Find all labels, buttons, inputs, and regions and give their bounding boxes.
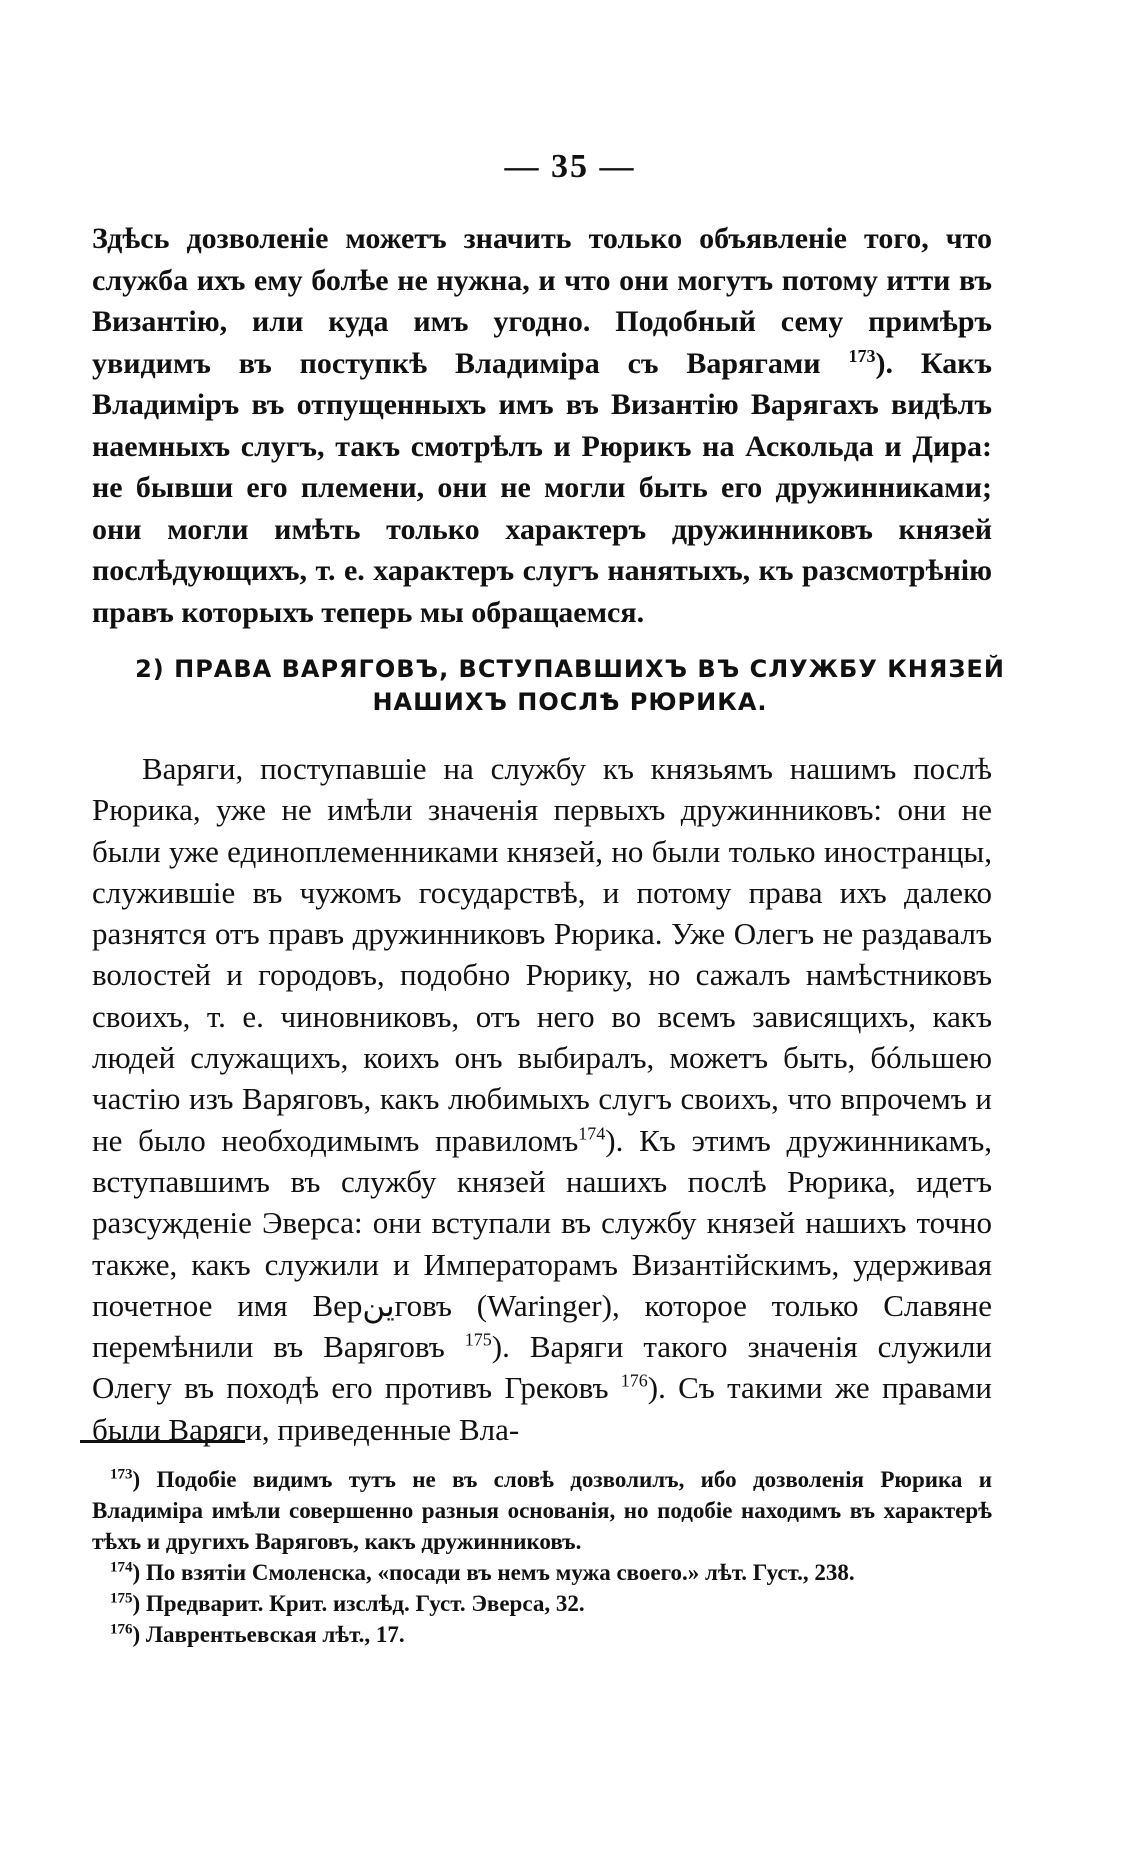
footnote-ref-173: 173 xyxy=(848,345,876,366)
footnote-number: 174 xyxy=(110,1559,133,1576)
page-number: — 35 — xyxy=(504,148,636,185)
footnote-175 xyxy=(92,1588,992,1619)
section-heading-line2: НАШИХЪ ПОСЛѢ РЮРИКА. xyxy=(372,688,768,716)
footnote-ref-176: 176 xyxy=(620,1371,648,1392)
footnotes xyxy=(92,1464,992,1650)
footnote-ref-175: 175 xyxy=(464,1329,492,1350)
footnote-ref-174: 174 xyxy=(578,1123,606,1144)
footnote-number: 176 xyxy=(110,1621,133,1638)
footnote-text: ) Лаврентьевская лѣт., 17. xyxy=(132,1622,405,1647)
footnote-divider xyxy=(80,1440,245,1443)
footnote-text: ) Предварит. Крит. изслѣд. Густ. Эверса, 32. xyxy=(132,1591,585,1616)
paragraph-main-part1: Варяги, поступавшіе на службу къ князьямъ нашимъ послѣ Рюрика, уже не имѣли значенія первыхъ дружинниковъ: они не были уже единоплеменниками князей, но были только иностранцы, служившіе въ чужомъ государствѣ, и потому права ихъ далеко разнятся отъ правъ дружинниковъ Рюрика. Уже Олегъ не раздавалъ волостей и городовъ, подобно Рюрику, но сажалъ намѣстниковъ своихъ, т. е. чиновниковъ, отъ него во всемъ зависящихъ, какъ людей служащихъ, коихъ онъ выбиралъ, можетъ быть, бóльшею частію изъ Варяговъ, какъ любимыхъ слугъ своихъ, что впрочемъ и не было необходимымъ правиломъ xyxy=(92,751,992,1158)
paragraph-top xyxy=(92,218,992,633)
paragraph-main-part3: ). Варяги такого значенія служили Олегу въ походѣ его противъ Грековъ xyxy=(92,1329,992,1406)
paragraph-top-text-cont: ). Какъ Владиміръ въ отпущенныхъ имъ въ Византію Варягахъ видѣлъ наемныхъ слугъ, такъ смотрѣлъ и Рюрикъ на Аскольда и Дира: не бывши его племени, они не могли быть его дружинниками; они могли имѣть только характеръ дружинниковъ князей послѣдующихъ, т. е. характеръ слугъ нанятыхъ, къ разсмотрѣнію правъ которыхъ теперь мы обращаемся. xyxy=(92,346,992,629)
paragraph-main-part2: ). Къ этимъ дружинникамъ, вступавшимъ въ службу князей нашихъ послѣ Рюрика, идетъ разсужденіе Эверса: они вступали въ службу князей нашихъ точно также, какъ служили и Императорамъ Византійскимъ, удерживая почетное имя Верينговъ (Waringer), которое только Славяне перемѣнили въ Варяговъ xyxy=(92,1122,992,1365)
section-heading xyxy=(80,653,1060,719)
footnote-text: ) По взятіи Смоленска, «посади въ немъ мужа своего.» лѣт. Густ., 238. xyxy=(132,1560,855,1585)
footnote-text: ) Подобіе видимъ тутъ не въ словѣ дозволилъ, ибо дозволенія Рюрика и Владиміра имѣли совершенно разныя основанія, но подобіе находимъ въ характерѣ тѣхъ и другихъ Варяговъ, какъ дружинниковъ. xyxy=(92,1467,992,1554)
footnote-174 xyxy=(92,1557,992,1588)
footnote-173 xyxy=(92,1464,992,1557)
paragraph-main xyxy=(92,748,992,1450)
footnote-number: 173 xyxy=(110,1466,133,1483)
paragraph-top-text: Здѣсь дозволеніе можетъ значить только объявленіе того, что служба ихъ ему болѣе не нужна, и что они могутъ потому итти въ Византію, или куда имъ угодно. Подобный сему примѣръ увидимъ въ поступкѣ Владиміра съ Варягами xyxy=(92,222,992,380)
section-heading-line1: 2) ПРАВА ВАРЯГОВЪ, ВСТУПАВШИХЪ ВЪ СЛУЖБУ КНЯЗЕЙ xyxy=(135,655,1005,683)
footnote-number: 175 xyxy=(110,1590,133,1607)
paragraph-main-part4: ). Съ такими же правами были Варяги, приведенные Вла- xyxy=(92,1370,993,1447)
footnote-176 xyxy=(92,1619,992,1650)
